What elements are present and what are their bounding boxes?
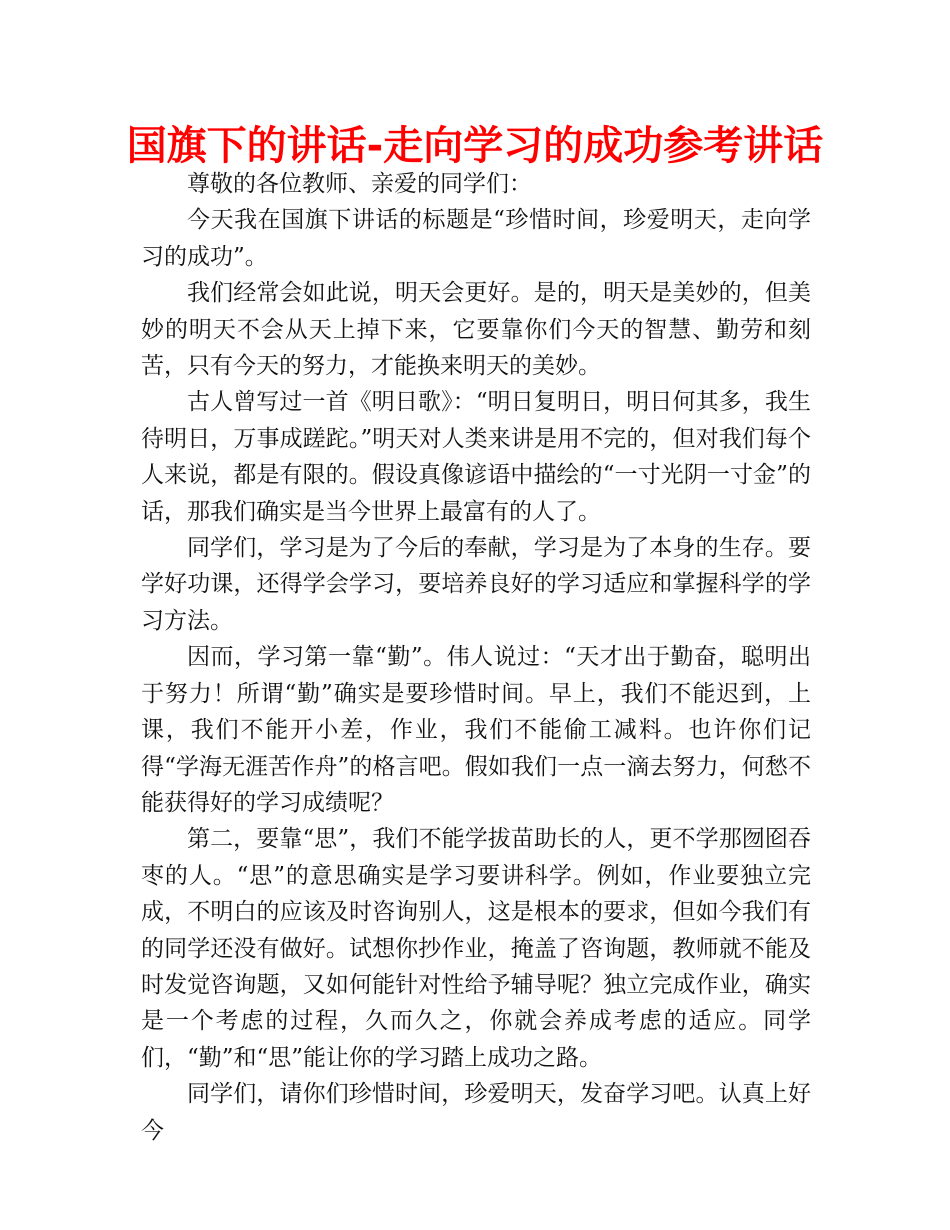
paragraph: 我们经常会如此说，明天会更好。是的，明天是美妙的，但美妙的明天不会从天上掉下来，它要靠你们今天的智慧、勤劳和刻苦，只有今天的努力，才能换来明天的美妙。 [141, 280, 811, 380]
document-title: 国旗下的讲话-走向学习的成功参考讲话 [126, 123, 824, 169]
paragraph: 同学们，请你们珍惜时间，珍爱明天，发奋学习吧。认真上好今 [141, 1081, 811, 1144]
paragraph-salutation: 尊敬的各位教师、亲爱的同学们： [187, 171, 532, 197]
paragraph: 古人曾写过一首《明日歌》：“明日复明日，明日何其多，我生待明日，万事成蹉跎。”明天对人类来讲是用不完的，但对我们每个人来说，都是有限的。假设真像谚语中描绘的“一寸光阴一寸金”的话，那我们确实是当今世界上最富有的人了。 [141, 389, 811, 525]
document-body [141, 166, 811, 1149]
paragraph: 第二，要靠“思”，我们不能学拔苗助长的人，更不学那囫囵吞枣的人。“思”的意思确实是学习要讲科学。例如，作业要独立完成，不明白的应该及时咨询别人，这是根本的要求，但如今我们有的同学还没有做好。试想你抄作业，掩盖了咨询题，教师就不能及时发觉咨询题，又如何能针对性给予辅导呢？独立完成作业，确实是一个考虑的过程，久而久之，你就会养成考虑的适应。同学们，“勤”和“思”能让你的学习踏上成功之路。 [141, 826, 811, 1071]
paragraph: 同学们，学习是为了今后的奉献，学习是为了本身的生存。要学好功课，还得学会学习，要培养良好的学习适应和掌握科学的学习方法。 [141, 535, 811, 634]
paragraph: 今天我在国旗下讲话的标题是“珍惜时间，珍爱明天，走向学习的成功”。 [141, 207, 811, 270]
paragraph: 因而，学习第一靠“勤”。伟人说过：“天才出于勤奋，聪明出于努力！所谓“勤”确实是要珍惜时间。早上，我们不能迟到，上课，我们不能开小差，作业，我们不能偷工减料。也许你们记得“学海无涯苦作舟”的格言吧。假如我们一点一滴去努力，何愁不能获得好的学习成绩呢？ [141, 644, 811, 816]
